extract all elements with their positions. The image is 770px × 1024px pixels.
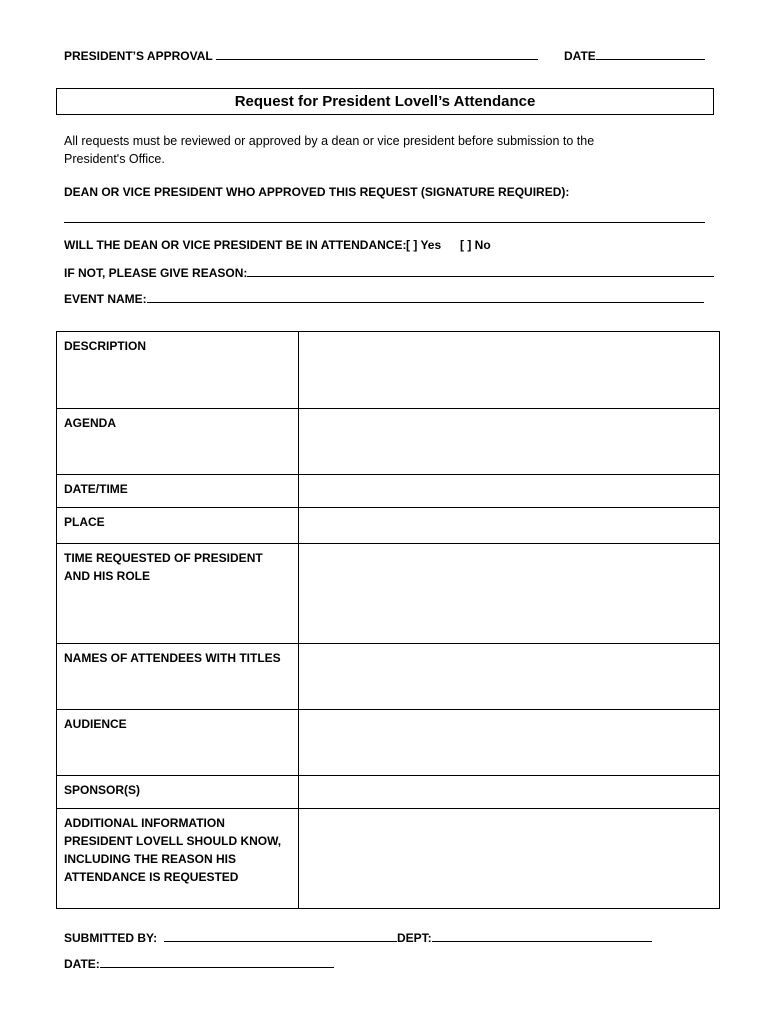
attendance-question: WILL THE DEAN OR VICE PRESIDENT BE IN ATTENDANCE:: [64, 238, 407, 252]
presidents-approval-label: PRESIDENT’S APPROVAL: [64, 49, 213, 63]
submitted-by-label: SUBMITTED BY:: [64, 931, 158, 945]
description-input[interactable]: [299, 332, 720, 409]
submission-date-label: DATE:: [64, 957, 100, 971]
sponsors-input[interactable]: [299, 776, 720, 809]
place-input[interactable]: [299, 508, 720, 544]
audience-input[interactable]: [299, 710, 720, 776]
event-details-table: [56, 331, 720, 909]
dept-label: DEPT:: [397, 931, 432, 945]
submission-date-line[interactable]: [100, 956, 334, 968]
attendance-yes-checkbox[interactable]: [ ] Yes: [406, 238, 442, 252]
time-requested-label: TIME REQUESTED OF PRESIDENT AND HIS ROLE: [57, 544, 299, 644]
attendance-question-row: [64, 238, 491, 252]
datetime-input[interactable]: [299, 475, 720, 508]
dept-field[interactable]: [397, 930, 652, 945]
approval-date-label: DATE: [564, 49, 596, 63]
event-name-label: EVENT NAME:: [64, 292, 147, 306]
additional-info-label: ADDITIONAL INFORMATION PRESIDENT LOVELL SHOULD KNOW, INCLUDING THE REASON HIS ATTENDANCE IS REQUESTED: [57, 809, 299, 909]
approver-signature-line[interactable]: [64, 222, 705, 223]
dept-line[interactable]: [432, 930, 652, 942]
approval-date-line[interactable]: [596, 48, 705, 60]
submission-date-field[interactable]: [64, 956, 334, 971]
table-row: [57, 544, 720, 644]
approval-date-field[interactable]: [564, 48, 705, 63]
table-row: [57, 776, 720, 809]
table-row: [57, 409, 720, 475]
time-requested-input[interactable]: [299, 544, 720, 644]
audience-label: AUDIENCE: [57, 710, 299, 776]
table-row: [57, 475, 720, 508]
form-title: Request for President Lovell’s Attendance: [56, 88, 714, 115]
agenda-label: AGENDA: [57, 409, 299, 475]
table-row: [57, 710, 720, 776]
agenda-input[interactable]: [299, 409, 720, 475]
intro-text: All requests must be reviewed or approved by a dean or vice president before submission to the President's Office.: [64, 134, 595, 166]
place-label: PLACE: [57, 508, 299, 544]
submitted-by-line[interactable]: [164, 930, 397, 942]
table-row: [57, 332, 720, 409]
description-label: DESCRIPTION: [57, 332, 299, 409]
reason-line[interactable]: [247, 265, 714, 277]
reason-field[interactable]: [64, 265, 714, 280]
attendees-label: NAMES OF ATTENDEES WITH TITLES: [57, 644, 299, 710]
attendees-input[interactable]: [299, 644, 720, 710]
event-name-field[interactable]: [64, 291, 704, 306]
datetime-label: DATE/TIME: [57, 475, 299, 508]
table-row: [57, 809, 720, 909]
attendance-no-checkbox[interactable]: [ ] No: [460, 238, 491, 252]
approver-signature-label: DEAN OR VICE PRESIDENT WHO APPROVED THIS REQUEST (SIGNATURE REQUIRED):: [64, 185, 570, 199]
submitted-by-row: [64, 930, 664, 945]
event-name-line[interactable]: [147, 291, 704, 303]
table-row: [57, 508, 720, 544]
reason-label: IF NOT, PLEASE GIVE REASON:: [64, 266, 248, 280]
table-row: [57, 644, 720, 710]
approval-row: [64, 48, 706, 66]
presidents-approval-line[interactable]: [216, 48, 538, 60]
additional-info-input[interactable]: [299, 809, 720, 909]
sponsors-label: SPONSOR(S): [57, 776, 299, 809]
presidents-approval-field[interactable]: [64, 48, 538, 63]
